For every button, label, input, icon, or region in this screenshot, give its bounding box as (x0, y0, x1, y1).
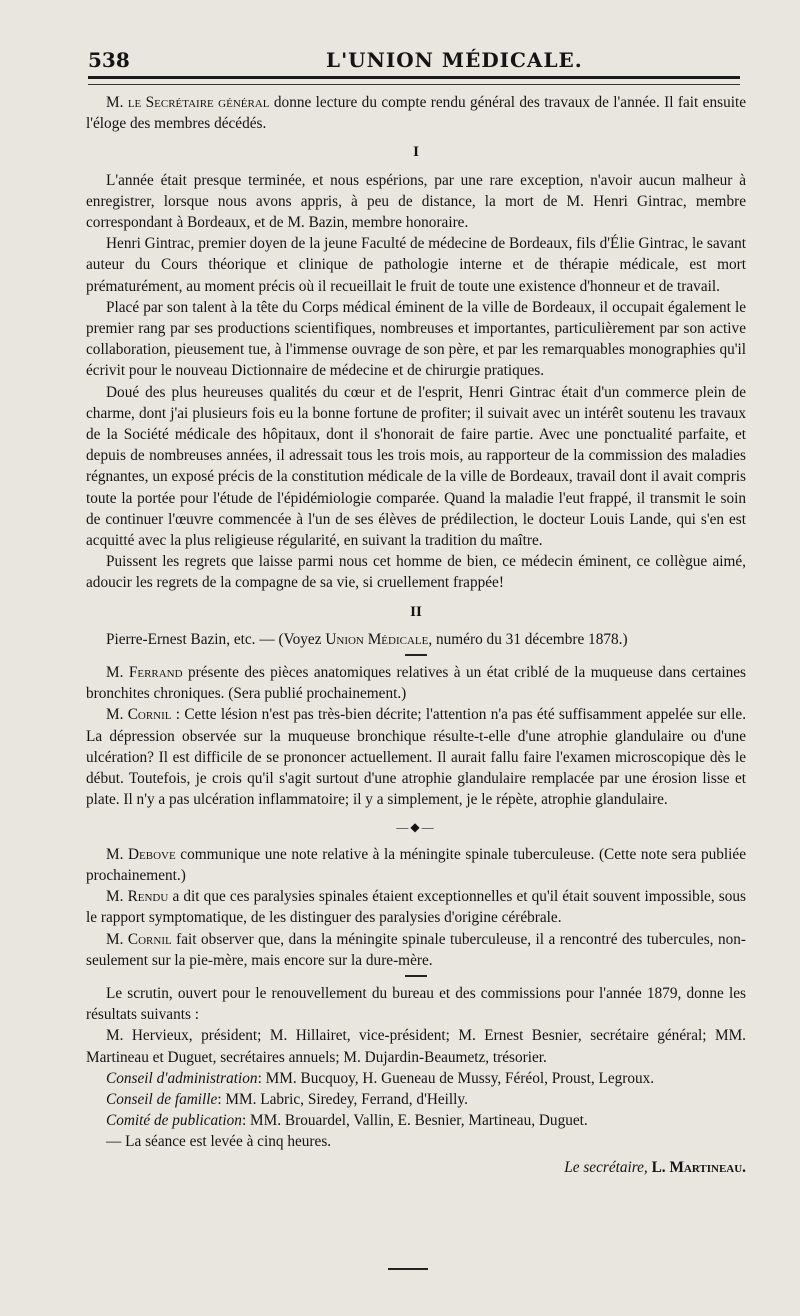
admin-council-paragraph (86, 1068, 746, 1089)
cornil-observation-paragraph (86, 929, 746, 971)
ferrand-paragraph (86, 662, 746, 704)
intro-text: donne lecture du compte rendu général des travaux de l'année. Il fait ensuite l'éloge des membres décédés. (86, 94, 747, 133)
paragraph: Puissent les regrets que laisse parmi nous cet homme de bien, ce médecin éminent, ce collègue aimé, adoucir les regrets de la compagne de sa vie, si cruellement frappée! (86, 553, 746, 592)
bazin-reference (86, 629, 746, 650)
speaker: M. Ferrand (106, 664, 183, 682)
cornil-paragraph (86, 704, 746, 810)
paragraph: Doué des plus heureuses qualités du cœur et de l'esprit, Henri Gintrac était d'un commerce plein de charme, dont j'ai plusieurs fois eu la bonne fortune de profiter; il suivait avec un intérêt soutenu les travaux de la Société médicale des hôpitaux, dont il s'honorait de faire partie. Avec une ponctualité parfaite, et depuis de nombreuses années, il adressait tous les trois mois, au rapporteur de la commission des maladies régnantes, un exposé précis de la constitution médicale de la ville de Bordeaux, travail dont il avait compris toute la portée pour l'étude de l'épidémiologie comparée. Quand la maladie l'eut frappé, il transmit le soin de continuer l'œuvre commencée à l'un de ses élèves de prédilection, le docteur Louis Lande, qui s'en est acquitté avec la plus religieuse régularité, en suivant la tradition du maître. (86, 383, 746, 550)
speaker: M. Rendu (106, 888, 169, 906)
section-divider: —◆— (396, 819, 436, 834)
publication-committee-paragraph (86, 1110, 746, 1131)
debove-text: communique une note relative à la méningite spinale tuberculeuse. (Cette note sera publiée prochainement.) (86, 845, 747, 884)
section-number-one: I (413, 144, 419, 161)
speaker: M. Cornil (106, 930, 172, 948)
cornil-observation-text: fait observer que, dans la méningite spinale tuberculeuse, il a rencontré des tubercules, non-seulement sur la pie-mère, mais encore sur la dure-mère. (86, 930, 746, 969)
publication-members: : MM. Brouardel, Vallin, E. Besnier, Martineau, Duguet. (241, 1112, 588, 1130)
speaker: M. Cornil (106, 706, 172, 724)
cornil-text: : Cette lésion n'est pas très-bien décrite; l'attention n'a pas été suffisamment appelée sur elle. La dépression observée sur la muqueuse bronchique résulte-t-elle d'une atrophie glandulaire ou d'une ulcération? Il est difficile de se prononcer actuellement. Il aurait fallu faire l'examen microscopique dès le début. Toutefois, je crois qu'il s'agit surtout d'une atrophie glandulaire remplacée par une érosion lisse et plate. Il n'y a pas ulcération inflammatoire; il y a simplement, je le répète, atrophie glandulaire. (86, 706, 747, 809)
section-number-two: II (410, 603, 422, 620)
publication-label: Comité de publication (106, 1112, 242, 1130)
page-number: 538 (88, 48, 130, 72)
paragraph: Henri Gintrac, premier doyen de la jeune Faculté de médecine de Bordeaux, fils d'Élie Gintrac, le savant auteur du Cours théorique et clinique de pathologie interne et de thérapie médicale, est mort prématurément, au moment précis où il recueillait le fruit de toute une existence d'honneur et de travail. (86, 235, 746, 295)
reference-tail: , numéro du 31 décembre 1878.) (428, 630, 628, 648)
bottom-rule (388, 1268, 428, 1270)
intro-paragraph (86, 92, 746, 134)
running-title: L'UNION MÉDICALE. (326, 48, 583, 72)
admin-label: Conseil d'administration (106, 1069, 258, 1087)
paragraph: Placé par son talent à la tête du Corps médical éminent de la ville de Bordeaux, il occupait également le premier rang par ses productions scientifiques, nombreuses et importantes, particulièrement par son active collaboration, pieusement tue, à l'immense ouvrage de son père, et par les remarquables monographies qu'il écrivit pour le nouveau Dictionnaire de médecine et de chirurgie pratiques. (86, 298, 746, 380)
ferrand-text: présente des pièces anatomiques relatives à un état criblé de la muqueuse dans certaines bronchites chroniques. (Sera publié prochainement.) (86, 664, 747, 703)
short-rule (405, 654, 427, 656)
signature (86, 1157, 746, 1178)
page-header (88, 40, 740, 76)
speaker: M. le Secrétaire général (106, 94, 270, 111)
officers-paragraph: M. Hervieux, président; M. Hillairet, vice-président; M. Ernest Besnier, secrétaire général; MM. Martineau et Duguet, secrétaires annuels; M. Dujardin-Beaumetz, trésorier. (86, 1027, 746, 1066)
rendu-text: a dit que ces paralysies spinales étaient exceptionnelles et qu'il était souvent impossible, sous le rapport symptomatique, de les distinguer des paralysies d'origine cérébrale. (86, 888, 746, 927)
admin-members: : MM. Bucquoy, H. Gueneau de Mussy, Féréol, Proust, Legroux. (257, 1069, 655, 1087)
rendu-paragraph (86, 886, 746, 928)
scrutin-paragraph: Le scrutin, ouvert pour le renouvellement du bureau et des commissions pour l'année 1879, donne les résultats suivants : (86, 984, 746, 1024)
famille-members: : MM. Labric, Siredey, Ferrand, d'Heilly. (217, 1090, 468, 1108)
header-rule (88, 76, 740, 79)
article-body (86, 92, 746, 1178)
family-council-paragraph (86, 1089, 746, 1110)
header-rule-thin (88, 84, 740, 85)
speaker: M. Debove (106, 845, 176, 863)
signature-role: Le secrétaire, (564, 1158, 648, 1176)
paragraph: L'année était presque terminée, et nous espérions, par une rare exception, n'avoir aucun malheur à enregistrer, lorsque nous avons appris, à peu de distance, la mort de M. Henri Gintrac, membre correspondant à Bordeaux, et de M. Bazin, membre honoraire. (86, 171, 746, 232)
short-rule (405, 975, 427, 977)
famille-label: Conseil de famille (106, 1090, 218, 1108)
debove-paragraph (86, 844, 746, 886)
signature-name: L. Martineau. (651, 1158, 746, 1176)
closing-paragraph: — La séance est levée à cinq heures. (106, 1133, 332, 1151)
journal-name: Union Médicale (325, 630, 429, 648)
reference-lead: Pierre-Ernest Bazin, etc. — (Voyez (106, 630, 322, 648)
